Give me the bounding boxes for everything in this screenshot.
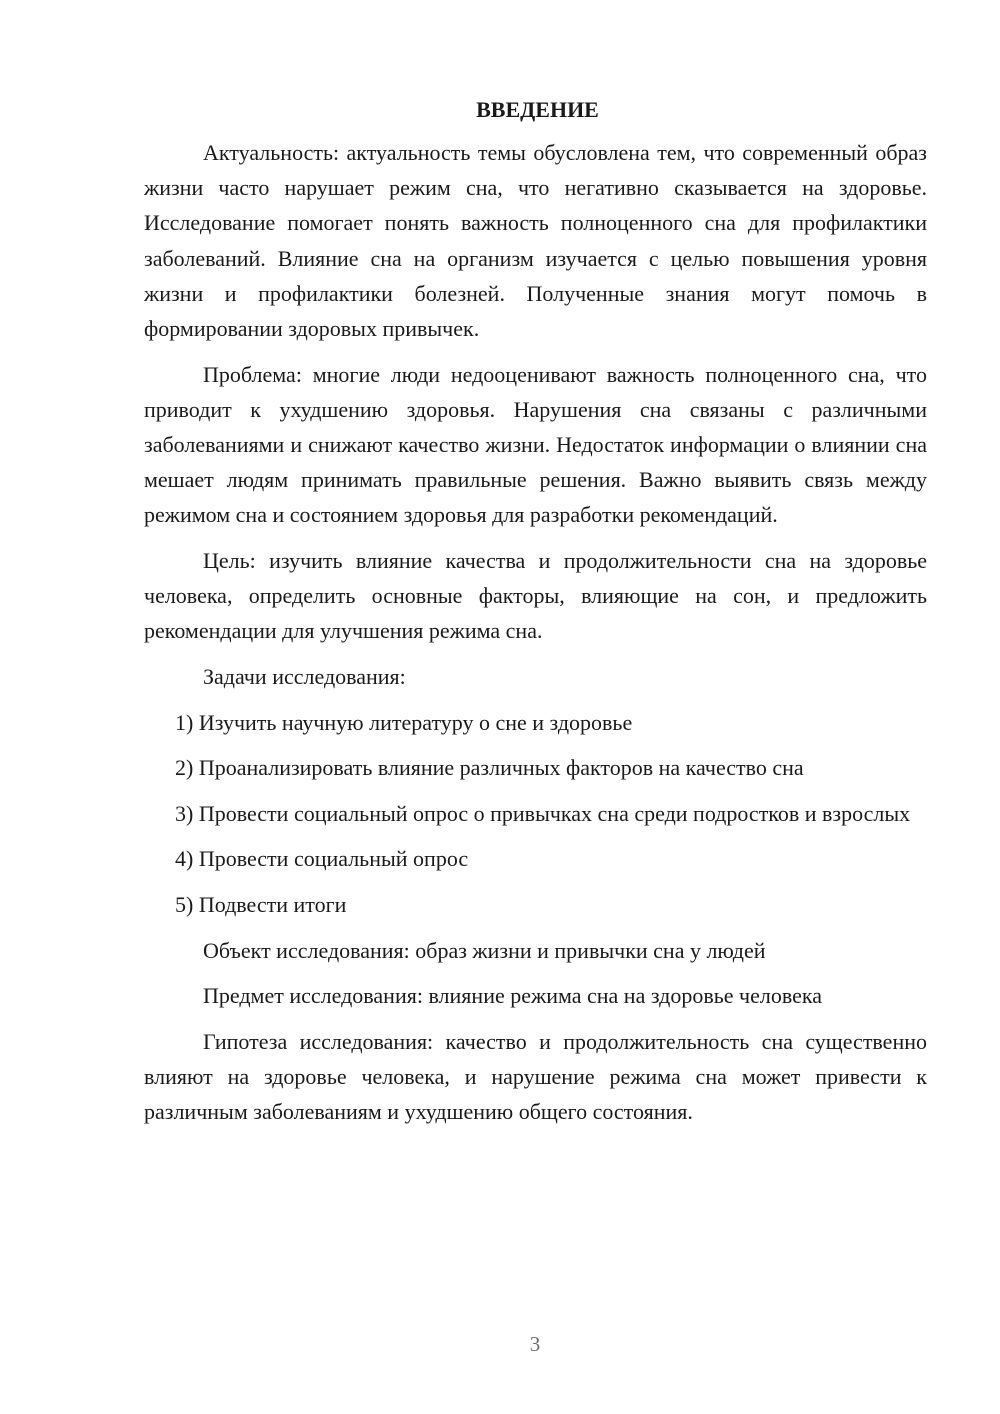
- document-page: [144, 92, 927, 1129]
- goal-paragraph: Цель: изучить влияние качества и продолжительности сна на здоровье человека, определить основные факторы, влияющие на сон, и предложить рекомендации для улучшения режима сна.: [144, 548, 927, 644]
- subject-paragraph: Предмет исследования: влияние режима сна на здоровье человека: [203, 983, 822, 1009]
- task-item-4: 4) Провести социальный опрос: [175, 846, 469, 872]
- object-paragraph: Объект исследования: образ жизни и привычки сна у людей: [203, 937, 766, 963]
- tasks-title: Задачи исследования:: [203, 664, 406, 690]
- relevance-paragraph: Актуальность: актуальность темы обусловлена тем, что современный образ жизни часто нарушает режим сна, что негативно сказывается на здоровье. Исследование помогает понять важность полноценного сна для профилактики заболеваний. Влияние сна на организм изучается с целью повышения уровня жизни и профилактики болезней. Полученные знания могут помочь в формировании здоровых привычек.: [144, 140, 927, 342]
- hypothesis-paragraph: Гипотеза исследования: качество и продолжительность сна существенно влияют на здоровье человека, и нарушение режима сна может привести к различным заболеваниям и ухудшению общего состояния.: [144, 1028, 927, 1125]
- task-item-5: 5) Подвести итоги: [175, 891, 347, 917]
- page-number: 3: [529, 1332, 541, 1356]
- task-item-1: 1) Изучить научную литературу о сне и здоровье: [175, 709, 633, 735]
- task-item-2: 2) Проанализировать влияние различных факторов на качество сна: [175, 755, 804, 781]
- task-item-3: 3) Провести социальный опрос о привычках сна среди подростков и взрослых: [175, 800, 911, 826]
- section-heading: ВВЕДЕНИЕ: [476, 97, 599, 122]
- problem-paragraph: Проблема: многие люди недооценивают важность полноценного сна, что приводит к ухудшению здоровья. Нарушения сна связаны с различными заболеваниями и снижают качество жизни. Недостаток информации о влиянии сна мешает людям принимать правильные решения. Важно выявить связь между режимом сна и состоянием здоровья для разработки рекомендаций.: [144, 361, 927, 528]
